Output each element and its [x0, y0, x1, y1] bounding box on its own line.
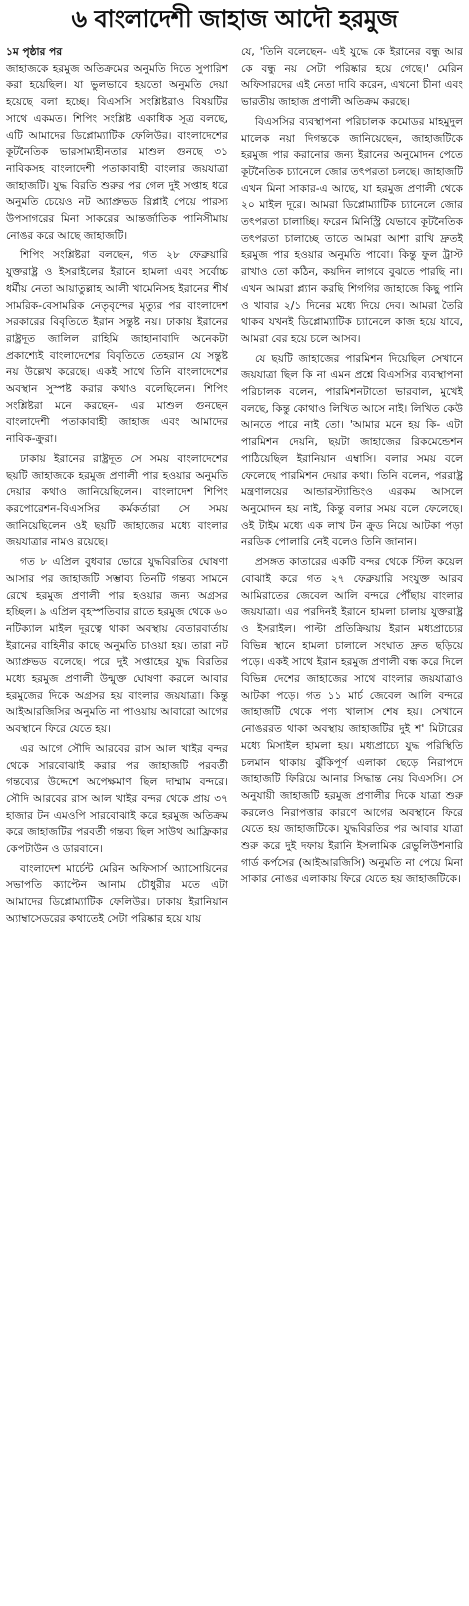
paragraph: ঢাকায় ইরানের রাষ্ট্রদূত সে সময় বাংলাদেশের ছয়টি জাহাজকে হরমুজ প্রণালী পার হওয়ার অনুমতি দেয়ার কথাও জানিয়েছিলেন। বাংলাদেশ শিপিং করপোরেশন-বিএসসির কর্মকর্তারা সে সময় জানিয়েছিলেন ওই ছয়টি জাহাজের মধ্যে বাংলার জয়যাত্রার নামও রয়েছে। [6, 452, 228, 549]
paragraph: প্রসঙ্গত কাতারের একটি বন্দর থেকে স্টিল কয়েল বোঝাই করে গত ২৭ ফেব্রুয়ারি সংযুক্ত আরব আমিরাতের জেবেল আলি বন্দরে পৌঁছায় বাংলার জয়যাত্রা। এর পরদিনই ইরানে হামলা চালায় যুক্তরাষ্ট্র ও ইসরাইল। পাল্টা প্রতিক্রিয়ায় ইরান মধ্যপ্রাচ্যের বিভিন্ন স্থানে হামলা চালালে সংঘাত দ্রুত ছড়িয়ে পড়ে। একই সাথে ইরান হরমুজ প্রণালী বন্ধ করে দিলে বিভিন্ন দেশের জাহাজের সাথে বাংলার জয়যাত্রাও আটকা পড়ে। গত ১১ মার্চ জেবেল আলি বন্দরে জাহাজটি থেকে পণ্য খালাস শেষ হয়। সেখানে নোঙররত থাকা অবস্থায় জাহাজটির দুই শ' মিটারের মধ্যে মিসাইল হামলা হয়। মধ্যপ্রাচ্যে যুদ্ধ পরিস্থিতি চলমান থাকায় ঝুঁকিপূর্ণ এলাকা ছেড়ে নিরাপদে জাহাজটি ফিরিয়ে আনার সিদ্ধান্ত নেয় বিএসসি। সে অনুযায়ী জাহাজটি হরমুজ প্রণালীর দিকে যাত্রা শুরু করলেও নিরাপত্তার কারণে আগের অবস্থানে ফিরে যেতে হয় জাহাজটিকে। যুদ্ধবিরতির পর আবার যাত্রা শুরু করে দুই দফায় ইরানি ইসলামিক রেভুলিউশনারি গার্ড কর্পসের (আইআরজিসি) অনুমতি না পেয়ে মিনা সাকার নোঙর এলাকায় ফিরে যেতে হয় জাহাজটিকে। [241, 556, 463, 886]
paragraph: শিপিং সংশ্লিষ্টরা বলছেন, গত ২৮ ফেব্রুয়ারি যুক্তরাষ্ট্র ও ইসরাইলের ইরানে হামলা এবং সর্বোচ্চ ধর্মীয় নেতা আয়াতুল্লাহ আলী খামেনিসহ ইরানের শীর্ষ সামরিক-বেসামরিক নেতৃবৃন্দের মৃত্যুর পর বাংলাদেশ সরকারের বিবৃতিতে ইরান সন্তুষ্ট নয়। ঢাকায় ইরানের রাষ্ট্রদূত জালিল রাহিমি জাহানাবাদি অনেকটা প্রকাশ্যেই বাংলাদেশের বিবৃতিতে তেহরান যে সন্তুষ্ট নয় উল্লেখ করেছে। একই সাথে তিনি বাংলাদেশের অবস্থান সুস্পষ্ট করার কথাও বলেছিলেন। শিপিং সংশ্লিষ্টরা মনে করছেন- এর মাশুল গুনছেন বাংলাদেশী পতাকাবাহী জাহাজ এবং আমাদের নাবিক-ক্রুরা। [6, 249, 228, 446]
paragraph: যে, 'তিনি বলেছেন- এই যুদ্ধে কে ইরানের বন্ধু আর কে বন্ধু নয় সেটা পরিষ্কার হয়ে গেছে।' মেরিন অফিসারদের এই নেতা দাবি করেন, এখনো চীনা এবং ভারতীয় জাহাজ প্রণালী অতিক্রম করছে। [241, 46, 463, 109]
right-column [241, 44, 463, 1600]
headline: ৬ বাংলাদেশী জাহাজ আদৌ হরমুজ [71, 5, 398, 33]
paragraph: বাংলাদেশ মার্চেন্ট মেরিন অফিসার্স অ্যাসোয়িনের সভাপতি ক্যাপ্টেন আনাম চৌধুরীর মতে এটা আমাদের ডিপ্লোম্যাটিক ফেলিউর। ঢাকায় ইরানিয়ান অ্যাম্বাসেডরের কথাতেই সেটা পরিষ্কার হয়ে যায় [6, 862, 228, 925]
article-body [6, 44, 463, 1600]
left-column [6, 44, 228, 1600]
paragraph: বিএসসির ব্যবস্থাপনা পরিচালক কমোডর মাহমুদুল মালেক নয়া দিগন্তকে জানিয়েছেন, জাহাজটিকে হরমুজ পার করানোর জন্য ইরানের অনুমোদন পেতে কূটনৈতিক চ্যানেলে জোর তৎপরতা চলছে। জাহাজটি এখন মিনা সাকার-এ আছে, যা হরমুজ প্রণালী থেকে ২০ মাইল দূরে। আমরা ডিপ্লোম্যাটিক চ্যানেলে জোর তৎপরতা চালাচ্ছি। ফরেন মিনিস্ট্রি যেভাবে কূটনৈতিক তৎপরতা চালাচ্ছে তাতে আমরা আশা রাখি দ্রুতই হরমুজ পার হওয়ার অনুমতি পাবো। কিন্তু ফুল ট্রাস্ট রাখাও তো কঠিন, কয়দিন লাগবে বুঝতে পারছি না। এখন আমরা প্ল্যান করছি শিগগির জাহাজে কিছু পানি ও খাবার ২/১ দিনের মধ্যে দিয়ে দেব। আমরা তৈরি থাকব যখনই ডিপ্লোম্যাটিক চ্যানেলে কাজ হয়ে যাবে, আমরা বের হয়ে চলে আসব। [241, 115, 463, 345]
paragraph: যে ছয়টি জাহাজের পারমিশন দিয়েছিল সেখানে জয়যাত্রা ছিল কি না এমন প্রশ্নে বিএসসির ব্যবস্থাপনা পরিচালক বলেন, পারমিশনটাতো ভারবাল, মুখেই বলছে, কিন্তু কোথাও লিখিত আসে নাই। লিখিত কেউ আনতে পারে নাই তো। 'আমার মনে হয় কি- এটা পারমিশন দেয়নি, ছয়টা জাহাজের রিকমেন্ডেশন পাঠিয়েছিল ইরানিয়ান এম্বাসি। বলার সময় বলে ফেলেছে পারমিশন দেয়ার কথা। তিনি বলেন, পররাষ্ট্র মন্ত্রণালয়ের আন্ডারস্ট্যান্ডিংও এরকম আসলে অনুমোদন হয় নাই, কিন্তু বলার সময় বলে ফেলেছে। ওই টাইম মধ্যে এক লাখ টন ক্রুড নিয়ে আটকা পড়া নরডিক পোলারি নেই বলেও তিনি জানান। [241, 352, 463, 549]
paragraph: জাহাজকে হরমুজ অতিক্রমের অনুমতি দিতে সুপারিশ করা হয়েছিল। যা ভুলভাবে হয়তো অনুমতি দেয়া হয়েছে বলা হচ্ছে। বিএসসি সংশ্লিষ্টরাও বিষয়টির সাথে একমত। শিপিং সংশ্লিষ্ট একাধিক সূত্র বলছে, এটি আমাদের ডিপ্লোম্যাটিক ফেলিউর। বাংলাদেশের কূটনৈতিক ভারসাম্যহীনতার মাশুল গুনছে ৩১ নাবিকসহ বাংলাদেশী পতাকাবাহী বাংলার জয়যাত্রা জাহাজটি। যুদ্ধ বিরতি শুরুর পর গেল দুই সপ্তাহ ধরে অনুমতি চেয়েও নট অ্যাপ্রুভড রিপ্লাই পেয়ে পারস্য উপসাগরের মিনা সাকরের আন্তর্জাতিক পানিসীমায় নোঙর করে আছে জাহাজটি। [6, 62, 228, 242]
continuation-note: ১ম পৃষ্ঠার পর [6, 46, 63, 58]
paragraph: এর আগে সৌদি আরবের রাস আল খাইর বন্দর থেকে সারবোঝাই করার পর জাহাজটি পরবর্তী গন্তব্যের উদ্দেশে অপেক্ষমাণ ছিল দাম্মাম বন্দরে। সৌদি আরবের রাস আল খাইর বন্দর থেকে প্রায় ৩৭ হাজার টন এমওপি সারবোঝাই করে হরমুজ অতিক্রম করে জাহাজটির পরবর্তী গন্তব্য ছিল সাউথ আফ্রিকার কেপটাউন ও ডারবানে। [6, 742, 228, 856]
paragraph: গত ৮ এপ্রিল বুধবার ভোরে যুদ্ধবিরতির ঘোষণা আসার পর জাহাজটি সম্ভাব্য তিনটি গন্তব্য সামনে রেখে হরমুজ প্রণালী পার হওয়ার জন্য অগ্রসর হচ্ছিল। ৯ এপ্রিল বৃহস্পতিবার রাতে হরমুজ থেকে ৬০ নটিক্যাল মাইল দূরত্বে থাকা অবস্থায় বেতারবার্তায় ইরানের বাহিনীর কাছে অনুমতি চাওয়া হয়। তারা নট অ্যাপ্রুভড বলেছে। পরে দুই সপ্তাহের যুদ্ধ বিরতির মধ্যে হরমুজ প্রণালী উন্মুক্ত ঘোষণা করলে আবার হরমুজের দিকে অগ্রসর হয় বাংলার জয়যাত্রা। কিন্তু আইআরজিসির অনুমতি না পাওয়ায় আবারো আগের অবস্থানে ফিরে যেতে হয়। [6, 556, 228, 736]
